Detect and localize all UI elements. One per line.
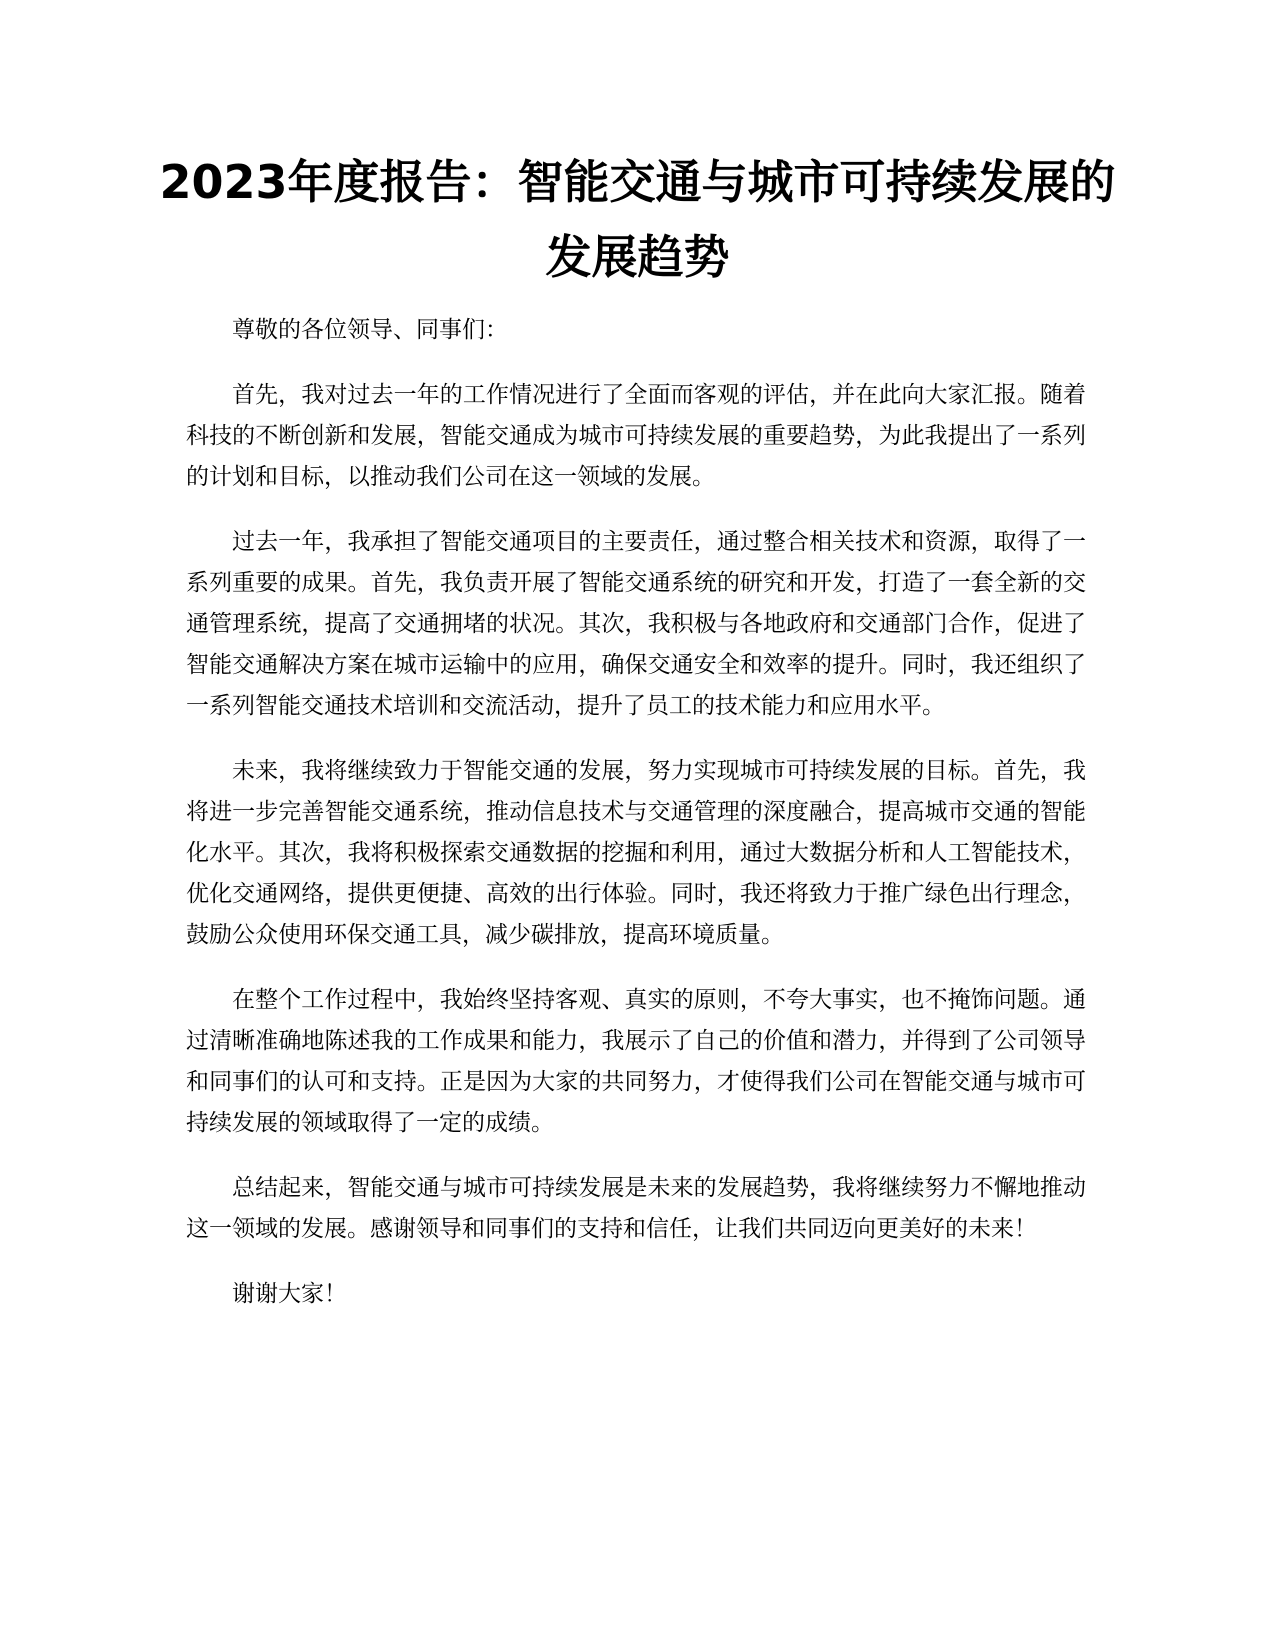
closing-paragraph: 谢谢大家！ bbox=[232, 1281, 347, 1307]
body-paragraph: 未来，我将继续致力于智能交通的发展，努力实现城市可持续发展的目标。首先，我将进一步完善智能交通系统，推动信息技术与交通管理的深度融合，提高城市交通的智能化水平。其次，我将积极探索交通数据的挖掘和利用，通过大数据分析和人工智能技术，优化交通网络，提供更便捷、高效的出行体验。同时，我还将致力于推广绿色出行理念，鼓励公众使用环保交通工具，减少碳排放，提高环境质量。 bbox=[186, 758, 1086, 948]
body-paragraph: 在整个工作过程中，我始终坚持客观、真实的原则，不夸大事实，也不掩饰问题。通过清晰准确地陈述我的工作成果和能力，我展示了自己的价值和潜力，并得到了公司领导和同事们的认可和支持。正是因为大家的共同努力，才使得我们公司在智能交通与城市可持续发展的领域取得了一定的成绩。 bbox=[186, 987, 1086, 1136]
document-body bbox=[186, 310, 1086, 1339]
body-paragraph: 过去一年，我承担了智能交通项目的主要责任，通过整合相关技术和资源，取得了一系列重要的成果。首先，我负责开展了智能交通系统的研究和开发，打造了一套全新的交通管理系统，提高了交通拥堵的状况。其次，我积极与各地政府和交通部门合作，促进了智能交通解决方案在城市运输中的应用，确保交通安全和效率的提升。同时，我还组织了一系列智能交通技术培训和交流活动，提升了员工的技术能力和应用水平。 bbox=[186, 529, 1086, 719]
document-title: 2023年度报告：智能交通与城市可持续发展的发展趋势 bbox=[159, 155, 1116, 284]
salutation-paragraph: 尊敬的各位领导、同事们： bbox=[232, 317, 508, 343]
body-paragraph: 首先，我对过去一年的工作情况进行了全面而客观的评估，并在此向大家汇报。随着科技的不断创新和发展，智能交通成为城市可持续发展的重要趋势，为此我提出了一系列的计划和目标，以推动我们公司在这一领域的发展。 bbox=[186, 382, 1086, 490]
body-paragraph: 总结起来，智能交通与城市可持续发展是未来的发展趋势，我将继续努力不懈地推动这一领域的发展。感谢领导和同事们的支持和信任，让我们共同迈向更美好的未来！ bbox=[186, 1175, 1086, 1242]
